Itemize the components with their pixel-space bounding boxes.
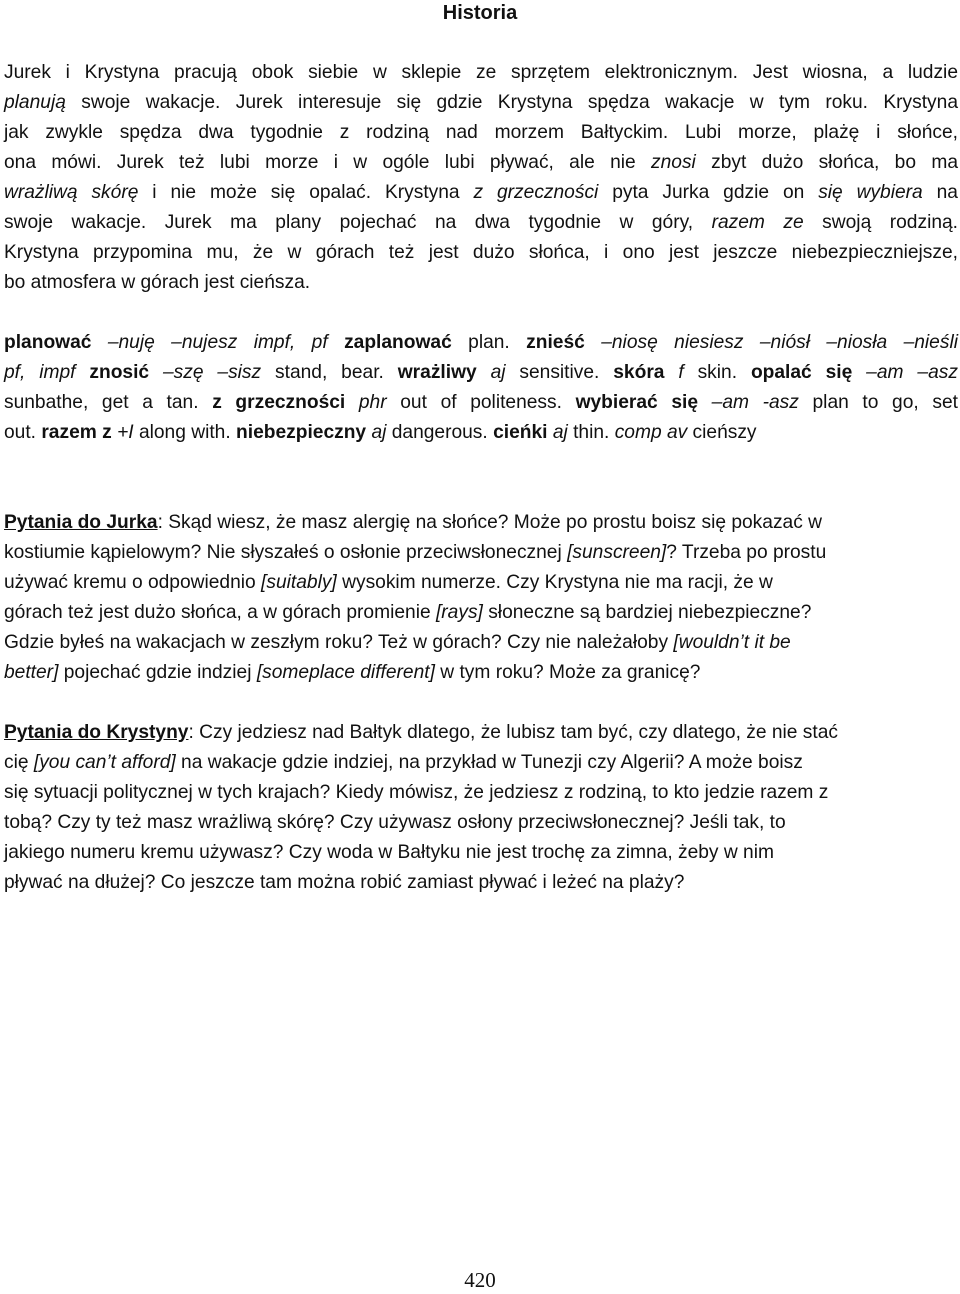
text-run: się sytuacji politycznej w tych krajach? Kiedy mówisz, że jedziesz z rodziną, to kto jedzie razem z [4,782,829,803]
text-line [4,118,958,148]
text-run: thin. [567,422,615,443]
vocab-term: opalać się [750,362,853,383]
text-line [4,868,958,898]
vocabulary-paragraph [4,328,958,448]
text-line [4,328,958,358]
text-run: pojechać gdzie indziej [58,662,257,683]
italic-text: aj [552,422,568,443]
questions-jurek-paragraph [4,508,958,688]
text-line [4,418,958,448]
vocab-term: wybierać się [575,392,699,413]
italic-text: aj [371,422,387,443]
text-line [4,178,958,208]
text-run [477,362,491,383]
text-run: Jurek i Krystyna pracują obok siebie w sklepie ze sprzętem elektronicznym. Jest wiosna, a ludzie [4,62,958,83]
text-run: ona mówi. Jurek też lubi morze i w ogóle lubi pływać, ale nie [4,152,652,173]
italic-text: phr [358,392,387,413]
italic-text: planują [4,92,66,113]
text-run: sensitive. [505,362,614,383]
italic-text: razem ze [711,212,804,233]
text-line [4,628,958,658]
text-run: out of politeness. [386,392,576,413]
text-run [75,362,89,383]
text-run: dangerous. [386,422,494,443]
text-line [4,238,958,268]
italic-text: nuję –nujesz impf, pf [118,332,328,353]
vocab-term: planować [4,332,92,353]
text-run: : Czy jedziesz nad Bałtyk dlatego, że lubisz tam być, czy dlatego, że nie stać [188,722,838,743]
text-run: Gdzie byłeś na wakacjach w zeszłym roku? Też w górach? Czy nie należałoby [4,632,674,653]
text-run: pływać na dłużej? Co jeszcze tam można robić zamiast pływać i leżeć na plaży? [4,872,685,893]
text-run: along with. [133,422,237,443]
text-line [4,88,958,118]
vocab-term: zaplanować [344,332,452,353]
text-line [4,598,958,628]
text-run: pyta Jurka gdzie on [598,182,819,203]
italic-text: comp av [614,422,688,443]
text-line [4,358,958,388]
italic-text: wrażliwą skórę [4,182,139,203]
italic-text: [you can’t afford] [33,752,176,773]
italic-text: z grzeczności [473,182,599,203]
text-line [4,538,958,568]
text-run: jak zwykle spędza dwa tygodnie z rodziną nad morzem Bałtyckim. Lubi morze, plażę i słońce, [4,122,958,143]
text-run: plan to go, set [798,392,958,413]
italic-text: znosi [651,152,696,173]
page-number: 420 [464,1268,496,1292]
page-title: Historia [442,2,518,24]
text-line [4,838,958,868]
italic-text: [rays] [435,602,483,623]
vocab-term: niebezpieczny [236,422,367,443]
italic-text: się wybiera [818,182,923,203]
section-label: Pytania do Krystyny [4,722,189,743]
text-line [4,388,958,418]
text-run: zbyt dużo słońca, bo ma [695,152,958,173]
italic-text: f [678,362,684,383]
text-run: w tym roku? Może za granicę? [434,662,701,683]
vocab-term: z grzeczności [212,392,346,413]
text-run: skin. [683,362,751,383]
italic-text: better] [4,662,59,683]
text-run: kostiumie kąpielowym? Nie słyszałeś o osłonie przeciwsłonecznej [4,542,568,563]
text-run: : Skąd wiesz, że masz alergię na słońce? Może po prostu boisz się pokazać w [157,512,822,533]
text-run: bo atmosfera w górach jest cieńsza. [4,272,311,293]
text-run: używać kremu o odpowiednio [4,572,262,593]
text-run: sunbathe, get a tan. [4,392,213,413]
text-line [4,508,958,538]
vocab-term: znieść [526,332,585,353]
vocab-term: razem z [41,422,112,443]
italic-text: [someplace different] [256,662,435,683]
italic-text: [wouldn’t it be [673,632,791,653]
text-run: i nie może się opalać. Krystyna [138,182,474,203]
text-run: plan. [451,332,527,353]
text-run: swoje wakacje. Jurek ma plany pojechać na dwa tygodnie w góry, [4,212,712,233]
text-run: wysokim numerze. Czy Krystyna nie ma racji, że w [336,572,773,593]
text-run [664,362,678,383]
italic-text: [suitably] [261,572,337,593]
text-line [4,748,958,778]
text-run [345,392,359,413]
vocab-term: cieńki [493,422,548,443]
italic-text: –niosę niesiesz –niósł –niosła –nieśli [584,332,958,353]
text-line [4,58,958,88]
italic-text: [sunscreen] [567,542,667,563]
text-run: swoją rodziną. [803,212,958,233]
text-run: na [922,182,958,203]
text-line [4,568,958,598]
text-run: out. [4,422,42,443]
text-run: stand, bear. [261,362,398,383]
text-run: słoneczne są bardziej niebezpieczne? [482,602,812,623]
text-line [4,808,958,838]
vocab-term: skóra [613,362,665,383]
italic-text: –am –asz [852,362,958,383]
text-line [4,778,958,808]
text-run: ? Trzeba po prostu [666,542,827,563]
text-line [4,268,958,298]
vocab-term: wrażliwy [397,362,477,383]
italic-text: –szę –sisz [149,362,262,383]
text-run: swoje wakacje. Jurek interesuje się gdzie Krystyna spędza wakacje w tym roku. Krystyna [65,92,958,113]
text-line [4,658,958,688]
questions-krystyna-paragraph [4,718,958,898]
section-label: Pytania do Jurka [4,512,158,533]
text-line [4,718,958,748]
text-run: cieńszy [687,422,757,443]
text-run [328,332,344,353]
italic-text: – [91,332,119,353]
text-line [4,208,958,238]
text-line [4,148,958,178]
text-run: górach też jest dużo słońca, a w górach promienie [4,602,436,623]
text-run: na wakacje gdzie indziej, na przykład w Tunezji czy Algerii? A może boisz [175,752,803,773]
text-run: tobą? Czy ty też masz wrażliwą skórę? Czy używasz osłony przeciwsłonecznej? Jeśli tak, to [4,812,786,833]
italic-text: pf, impf [4,362,76,383]
text-run: jakiego numeru kremu używasz? Czy woda w Bałtyku nie jest trochę za zimna, żeby w nim [4,842,774,863]
italic-text: +I [111,422,134,443]
vocab-term: znosić [89,362,150,383]
text-run: cię [4,752,34,773]
italic-text: aj [490,362,506,383]
text-run: Krystyna przypomina mu, że w górach też jest dużo słońca, i ono jest jeszcze niebezpieczniejsze, [4,242,958,263]
story-paragraph [4,58,958,298]
italic-text: –am -asz [698,392,799,413]
